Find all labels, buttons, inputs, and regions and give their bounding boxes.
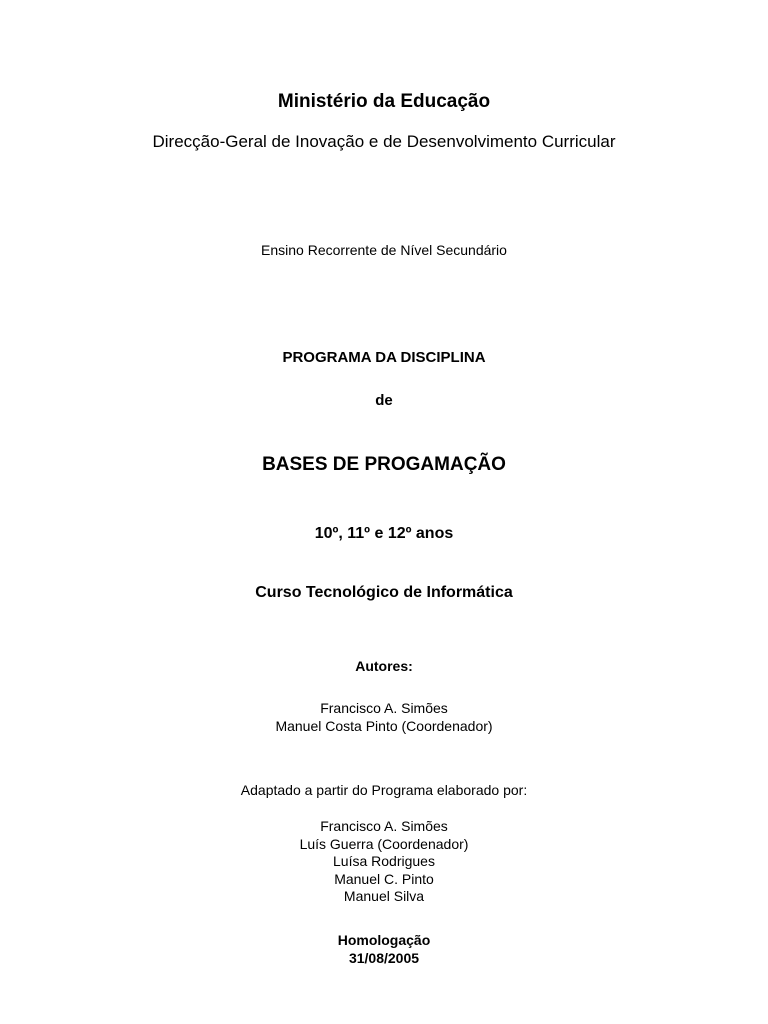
original-author-name: Luís Guerra (Coordenador) — [299, 835, 469, 852]
original-author-name: Francisco A. Simões — [320, 818, 448, 834]
author-name: Manuel Costa Pinto (Coordenador) — [275, 717, 493, 734]
ministry-title: Ministério da Educação — [277, 91, 491, 112]
program-connector: de — [375, 392, 393, 409]
approval-block — [0, 932, 768, 967]
school-years: 10º, 11º e 12º anos — [314, 525, 454, 542]
author-list — [0, 700, 768, 735]
course-title: Curso Tecnológico de Informática — [255, 584, 513, 601]
author-name: Francisco A. Simões — [320, 700, 448, 716]
directorate-title: Direcção-Geral de Inovação e de Desenvolvimento Curricular — [152, 132, 616, 151]
original-author-name: Luísa Rodrigues — [333, 853, 435, 870]
education-level: Ensino Recorrente de Nível Secundário — [261, 242, 507, 258]
original-author-list — [0, 818, 768, 906]
subject-title: BASES DE PROGAMAÇÃO — [262, 454, 506, 475]
original-author-name: Manuel C. Pinto — [334, 870, 434, 887]
original-author-name: Manuel Silva — [343, 888, 425, 905]
adaptation-intro: Adaptado a partir do Programa elaborado por: — [240, 782, 528, 798]
program-title: PROGRAMA DA DISCIPLINA — [282, 349, 486, 366]
approval-date: 31/08/2005 — [348, 949, 420, 966]
authors-heading: Autores: — [355, 658, 413, 674]
approval-label: Homologação — [337, 932, 431, 948]
